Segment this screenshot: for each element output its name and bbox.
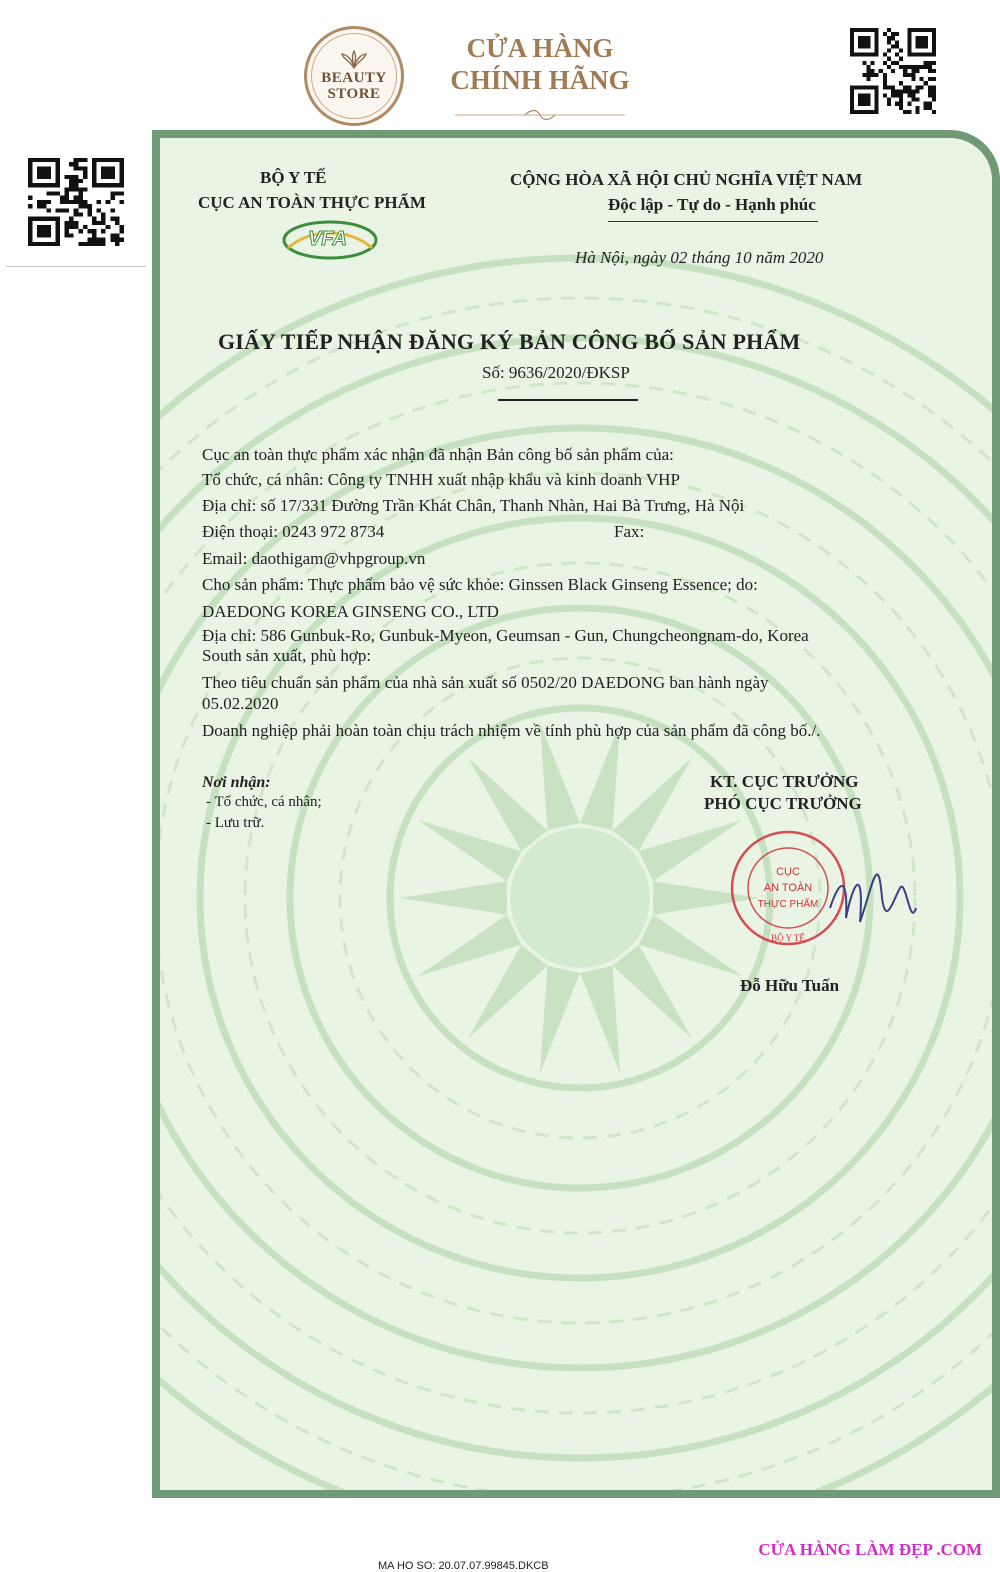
- stamp-line-3: THỰC PHẨM: [757, 899, 819, 910]
- body-line-email: Email: daothigam@vhpgroup.vn: [202, 549, 426, 568]
- stamp-ring-text: BỘ Y TẾ: [771, 933, 805, 943]
- body-line-12: Doanh nghiệp phải hoàn toàn chịu trách nhiệm về tính phù hợp của sản phẩm đã công bố./.: [202, 721, 821, 740]
- document-date: Hà Nội, ngày 02 tháng 10 năm 2020: [575, 248, 824, 267]
- footer-file-code: MA HO SO: 20.07.07.99845.DKCB: [378, 1560, 549, 1572]
- stamp-line-2: AN TOÀN: [763, 882, 813, 894]
- recipient-item-1: - Tổ chức, cá nhân;: [206, 794, 322, 810]
- store-logo-line1: BEAUTY: [321, 70, 387, 86]
- signer-name: Đỗ Hữu Tuấn: [740, 976, 840, 995]
- footer-brand: CỬA HÀNG LÀM ĐẸP .COM: [758, 1540, 982, 1559]
- body-line-phone: Điện thoại: 0243 972 8734: [202, 522, 385, 541]
- handwritten-signature: [820, 838, 930, 948]
- agency-name: CỤC AN TOÀN THỰC PHẨM: [198, 193, 426, 212]
- body-line-10: Theo tiêu chuẩn sản phẩm của nhà sản xuất số 0502/20 DAEDONG ban hành ngày: [202, 673, 769, 692]
- vfa-logo-text: VFA: [308, 228, 347, 250]
- ministry-name: BỘ Y TẾ: [260, 168, 327, 187]
- body-line-6: Cho sản phẩm: Thực phẩm bảo vệ sức khỏe: Ginssen Black Ginseng Essence; do:: [202, 575, 758, 594]
- body-line-fax: Fax:: [614, 522, 645, 541]
- store-title: [420, 32, 660, 96]
- store-logo-line2: STORE: [327, 86, 381, 102]
- body-line-3: Địa chỉ: số 17/331 Đường Trần Khát Chân, Thanh Nhàn, Hai Bà Trưng, Hà Nội: [202, 496, 745, 515]
- stamp-line-1: CỤC: [776, 866, 800, 878]
- store-title-line1: CỬA HÀNG: [466, 33, 614, 63]
- republic-name: CỘNG HÒA XÃ HỘI CHỦ NGHĨA VIỆT NAM: [510, 170, 863, 189]
- title-underline: [498, 399, 638, 401]
- signer-title-2: PHÓ CỤC TRƯỞNG: [704, 794, 862, 813]
- document-number: Số: 9636/2020/ĐKSP: [482, 363, 630, 382]
- body-line-7: DAEDONG KOREA GINSENG CO., LTD: [202, 602, 499, 621]
- title-ornament: [455, 108, 625, 122]
- qr-code-top: [850, 28, 936, 114]
- vfa-logo: [280, 218, 380, 262]
- recipients-heading: Nơi nhận:: [202, 774, 271, 791]
- motto-underline: [608, 221, 818, 222]
- document-title: GIẤY TIẾP NHẬN ĐĂNG KÝ BẢN CÔNG BỐ SẢN PHẨM: [218, 329, 801, 354]
- qr-code-left: [28, 158, 124, 246]
- recipient-item-2: - Lưu trữ.: [206, 815, 265, 831]
- store-logo-inner: [311, 33, 397, 119]
- store-title-line2: CHÍNH HÃNG: [450, 65, 630, 95]
- flower-icon: [339, 50, 369, 70]
- left-divider: [6, 266, 146, 267]
- store-logo: [304, 26, 404, 126]
- body-line-2: Tổ chức, cá nhân: Công ty TNHH xuất nhập khẩu và kinh doanh VHP: [202, 470, 680, 489]
- certificate-document: [152, 130, 1000, 1498]
- body-line-9: South sản xuất, phù hợp:: [202, 646, 372, 665]
- national-motto: Độc lập - Tự do - Hạnh phúc: [608, 195, 816, 214]
- body-line-8: Địa chỉ: 586 Gunbuk-Ro, Gunbuk-Myeon, Geumsan - Gun, Chungcheongnam-do, Korea: [202, 626, 809, 645]
- body-line-1: Cục an toàn thực phẩm xác nhận đã nhận Bản công bố sản phẩm của:: [202, 445, 674, 464]
- signer-title-1: KT. CỤC TRƯỞNG: [710, 772, 859, 791]
- body-line-11: 05.02.2020: [202, 694, 279, 713]
